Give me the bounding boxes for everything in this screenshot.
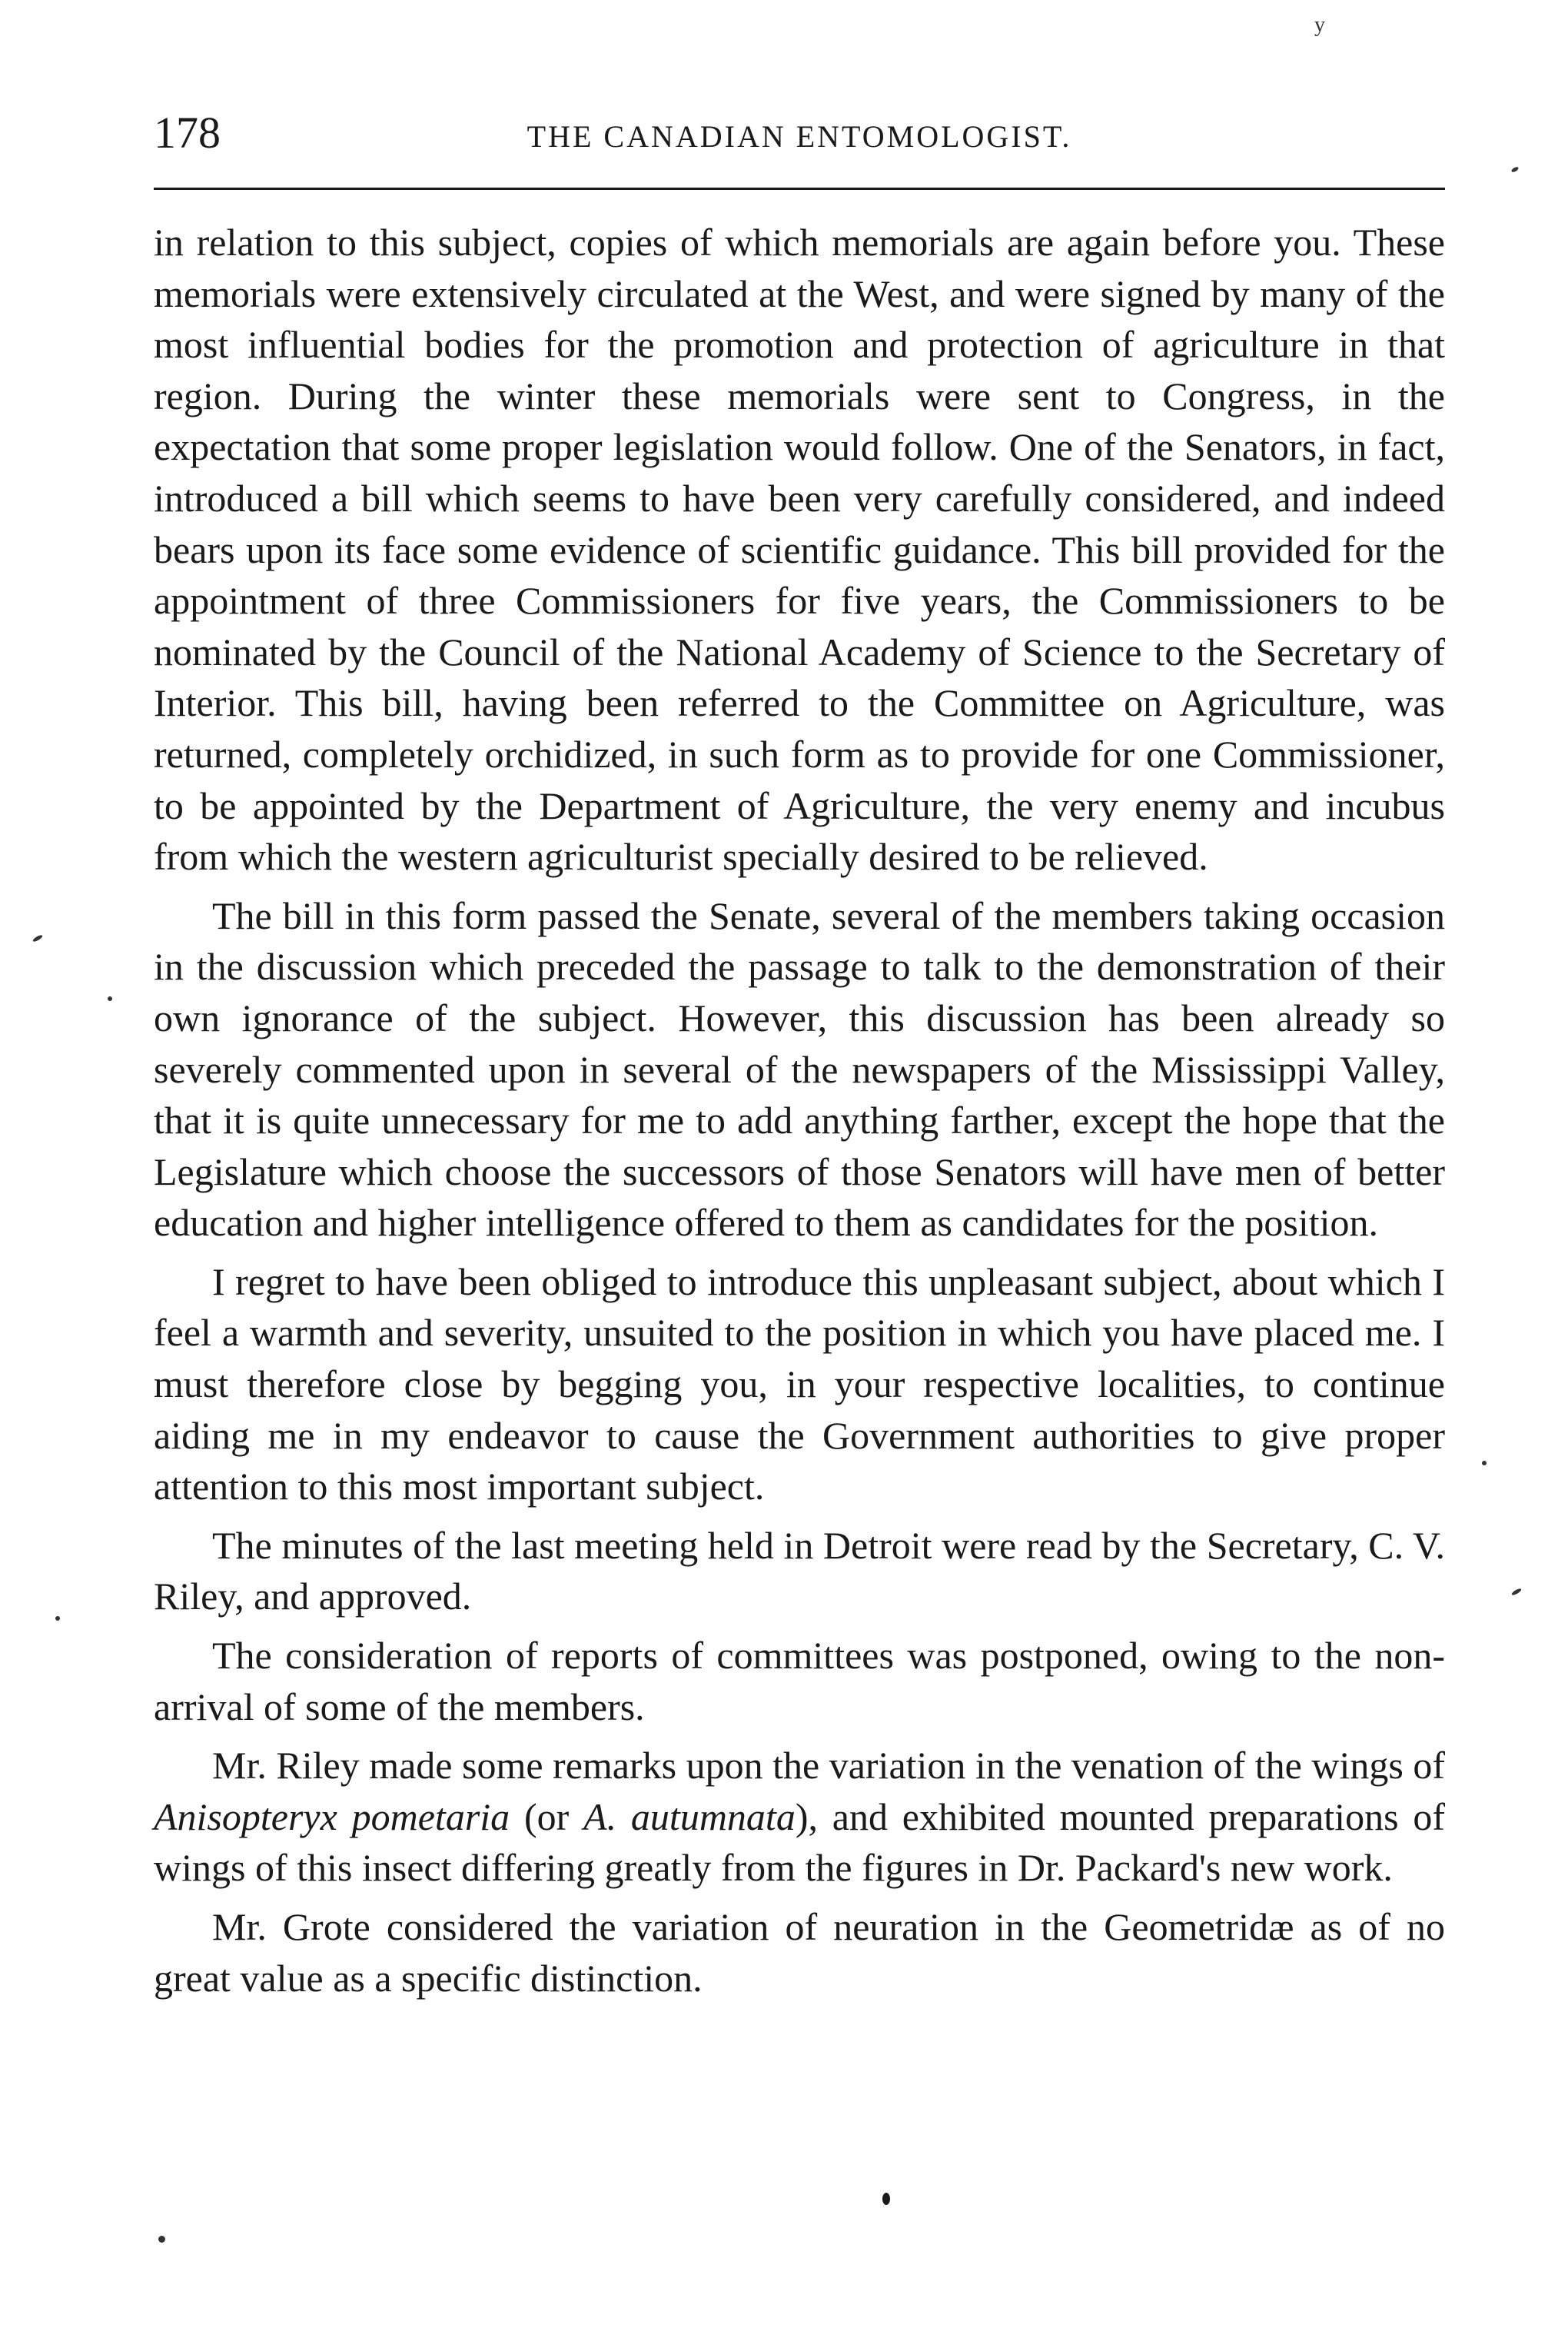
ink-speck <box>1482 1461 1487 1465</box>
paragraph-6-middle: (or <box>510 1794 584 1838</box>
paragraph-2: The bill in this form passed the Senate, several of the members taking occasion in the discussion which preceded the passage to talk to the demonstration of their own ignorance of the subject. However, this discussion has been already so severely commented upon in several of the newspapers of the Mississippi Valley, that it is quite unnecessary for me to add anything farther, except the hope that the Legislature which choose the successors of those Senators will have men of better education and higher intelligence offered to them as candidates for the position. <box>154 893 1445 1245</box>
paragraph-6-after: ), and exhibited mounted preparations of wings of this insect differing greatly from the figures in Dr. Packard's new work. <box>154 1794 1445 1890</box>
ink-speck <box>1510 166 1519 173</box>
paragraph-4: The minutes of the last meeting held in Detroit were read by the Secretary, C. V. Riley, and approved. <box>154 1523 1445 1618</box>
paragraph-7: Mr. Grote considered the variation of neuration in the Geometridæ as of no great value as a specific distinction. <box>154 1905 1445 2000</box>
paragraph-3: I regret to have been obliged to introduce this unpleasant subject, about which I feel a warmth and severity, unsuited to the position in which you have placed me. I must therefore close by begging you, in your respective localities, to continue aiding me in my endeavor to cause the Government authorities to give proper attention to this most important subject. <box>154 1259 1445 1508</box>
ink-speck <box>55 1616 60 1621</box>
header-rule <box>154 188 1445 190</box>
body-text <box>154 217 1445 2011</box>
corner-mark: y <box>1314 13 1325 37</box>
page-number: 178 <box>154 108 221 158</box>
species-name-1: Anisopteryx pometaria <box>154 1794 510 1838</box>
species-name-2: A. autumnata <box>583 1794 796 1838</box>
paragraph-1: in relation to this subject, copies of which memorials are again before you. These memorials were extensively circulated at the West, and were signed by many of the most influential bodies for the promotion and protection of agriculture in that region. During the winter these memorials were sent to Congress, in the expectation that some proper legislation would follow. One of the Senators, in fact, introduced a bill which seems to have been very carefully considered, and indeed bears upon its face some evidence of scientific guidance. This bill provided for the appointment of three Commissioners for five years, the Commissioners to be nominated by the Council of the National Academy of Science to the Secretary of Interior. This bill, having been referred to the Committee on Agriculture, was returned, completely orchidized, in such form as to provide for one Commissioner, to be appointed by the Department of Agriculture, the very enemy and incubus from which the western agriculturist specially desired to be relieved. <box>154 221 1445 879</box>
paragraph-6-before: Mr. Riley made some remarks upon the variation in the venation of the wings of <box>212 1744 1445 1788</box>
ink-speck <box>158 2236 165 2243</box>
ink-speck <box>32 934 44 943</box>
running-head: THE CANADIAN ENTOMOLOGIST. <box>527 119 1072 154</box>
page-header <box>154 106 1445 168</box>
ink-speck <box>108 996 112 1001</box>
ink-speck <box>1511 1588 1523 1596</box>
paragraph-6 <box>154 1740 1445 1894</box>
paragraph-5: The consideration of reports of committees was postponed, owing to the non-arrival of some of the members. <box>154 1634 1445 1728</box>
bottom-ink-mark <box>882 2193 890 2205</box>
